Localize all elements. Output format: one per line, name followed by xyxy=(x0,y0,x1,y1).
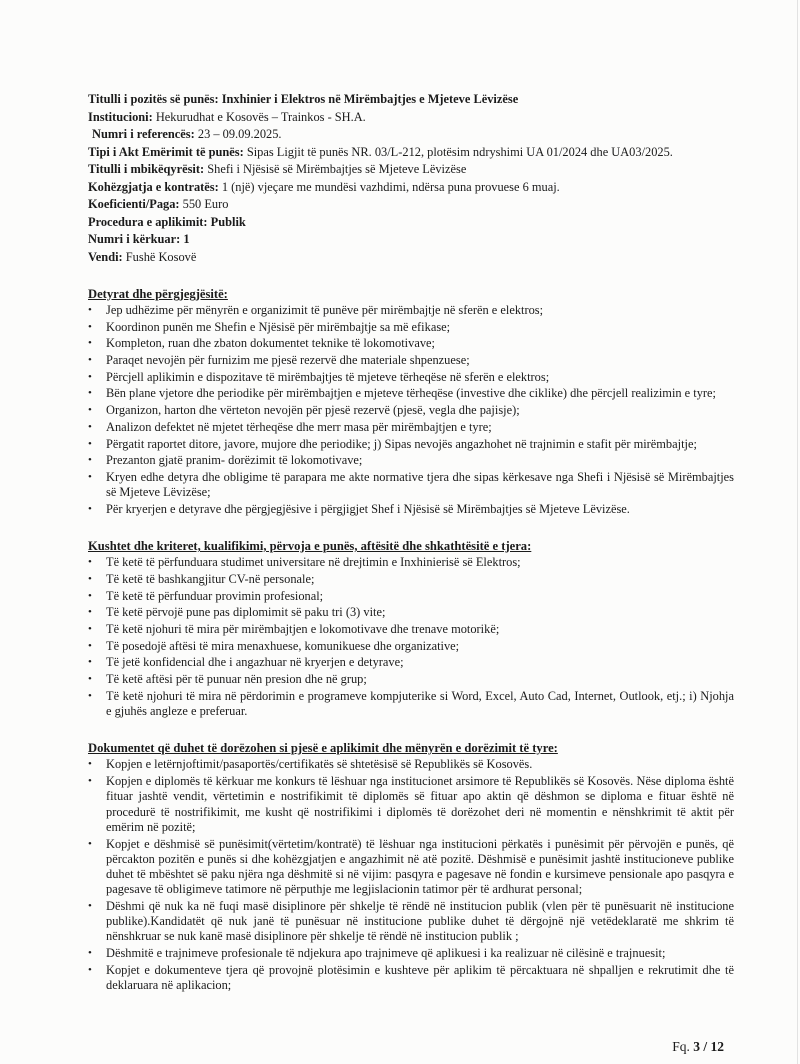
info-line xyxy=(88,250,734,265)
list-item: • Të jetë konfidencial dhe i angazhuar në kryerjen e detyrave; xyxy=(88,655,734,670)
info-label: Vendi: xyxy=(88,249,123,264)
list-item: • Kopjet e dëshmisë së punësimit(vërtetim/kontratë) të lëshuar nga institucioni përkatës i punësimit për përvojën e punës, që përcakton pozitën e punës si dhe kohëzgjatjen e angazhimit në atë pozitë. Dëshmisë e punësimit jashtë institucioneve publike duhet të mbështet së paku njëra nga dëshmitë si në vijim: pasqyra e pagesave në fondin e kursimeve pensionale apo pasqyra e pagesave të obligimeve tatimore në përputhje me legjislacionin tatimor për të ardhurat personal; xyxy=(88,837,734,898)
info-label: Institucioni: xyxy=(88,109,153,124)
position-info xyxy=(88,92,734,265)
list-item: • Dëshmitë e trajnimeve profesionale të ndjekura apo trajnimeve që aplikuesi i ka realizuar në cilësinë e trajnuesit; xyxy=(88,946,734,961)
list-item: • Përcjell aplikimin e dispozitave të mirëmbajtjes të mjeteve tërheqëse në sferën e elektros; xyxy=(88,370,734,385)
info-value: Publik xyxy=(210,214,246,229)
info-value: Sipas Ligjit të punës NR. 03/L-212, plotësim ndryshimi UA 01/2024 dhe UA03/2025. xyxy=(246,144,673,159)
info-line xyxy=(88,145,734,160)
info-line xyxy=(88,197,734,212)
info-value: Hekurudhat e Kosovës – Trainkos - SH.A. xyxy=(155,109,366,124)
info-value: Inxhinier i Elektros në Mirëmbajtjes e Mjeteve Lëvizëse xyxy=(221,92,519,106)
list-item: • Prezanton gjatë pranim- dorëzimit të lokomotivave; xyxy=(88,453,734,468)
info-label: Numri i referencës: xyxy=(92,127,195,141)
list-item: • Të ketë njohuri të mira për mirëmbajtjen e lokomotivave dhe trenave motorikë; xyxy=(88,622,734,637)
info-value: 550 Euro xyxy=(182,197,229,211)
list-item: • Jep udhëzime për mënyrën e organizimit të punëve për mirëmbajtje në sferën e elektros; xyxy=(88,303,734,318)
page-number xyxy=(672,1039,724,1055)
list-item: • Kompleton, ruan dhe zbaton dokumentet teknike të lokomotivave; xyxy=(88,336,734,351)
list-item: • Kopjet e dokumenteve tjera që provojnë plotësimin e kushteve për aplikim të përcaktuara në shpalljen e rekrutimit dhe të deklaruara në aplikacion; xyxy=(88,963,734,993)
list-item: • Dëshmi që nuk ka në fuqi masë disiplinore për shkelje të rëndë në institucion publik (vlen për të punësuarit në institucione publike).Kandidatët që nuk janë të punësuar në institucione publike duhet të dërgojnë një vetëdeklaratë me shkrim të nënshkruar se nuk kanë masë disiplinore për shkelje të rëndë në institucion publik ; xyxy=(88,899,734,945)
section-title: Dokumentet që duhet të dorëzohen si pjesë e aplikimit dhe mënyrën e dorëzimit të tyre: xyxy=(88,741,558,756)
page-prefix: Fq. xyxy=(672,1039,690,1054)
document-content xyxy=(88,92,734,995)
section-title: Detyrat dhe përgjegjësitë: xyxy=(88,286,228,301)
info-label: Titulli i pozitës së punës: xyxy=(88,92,219,106)
info-value: 23 – 09.09.2025. xyxy=(197,127,282,141)
info-value: Shefi i Njësisë së Mirëmbajtjes së Mjeteve Lëvizëse xyxy=(207,162,467,176)
list-item: • Të posedojë aftësi të mira menaxhuese, komunikuese dhe organizative; xyxy=(88,639,734,654)
list-item: • Të ketë të bashkangjitur CV-në personale; xyxy=(88,572,734,587)
list-item: • Bën plane vjetore dhe periodike për mirëmbajtjen e mjeteve tërheqëse (investive dhe ciklike) dhe përcjell realizimin e tyre; xyxy=(88,386,734,401)
info-line xyxy=(88,127,734,142)
list-item: • Analizon defektet në mjetet tërheqëse dhe merr masa për mirëmbajtjen e tyre; xyxy=(88,420,734,435)
info-line xyxy=(88,92,734,107)
list-item: • Të ketë të përfunduar provimin profesional; xyxy=(88,589,734,604)
list-item: • Organizon, harton dhe vërteton nevojën për pjesë rezervë (pjesë, vegla dhe pajisje); xyxy=(88,403,734,418)
info-label: Kohëzgjatja e kontratës: xyxy=(88,179,219,194)
info-value: 1 (një) vjeçare me mundësi vazhdimi, ndërsa puna provuese 6 muaj. xyxy=(221,179,560,194)
info-value: 1 xyxy=(183,232,190,246)
list-item: • Koordinon punën me Shefin e Njësisë për mirëmbajtje sa më efikase; xyxy=(88,320,734,335)
list-item: • Të ketë njohuri të mira në përdorimin e programeve kompjuterike si Word, Excel, Auto Cad, Internet, Outlook, etj.; i) Njohja e gjuhës angleze e preferuar. xyxy=(88,689,734,719)
scan-edge xyxy=(797,0,798,1064)
list-item: • Kryen edhe detyra dhe obligime të parapara me akte normative tjera dhe sipas kërkesave nga Shefi i Njësisë së Mirëmbajtjes së Mjeteve Lëvizëse; xyxy=(88,470,734,500)
list-item: • Të ketë të përfunduara studimet universitare në drejtimin e Inxhinierisë së Elektros; xyxy=(88,555,734,570)
bullet-list xyxy=(88,757,734,993)
section-title: Kushtet dhe kriteret, kualifikimi, përvoja e punës, aftësitë dhe shkathtësitë e tjera: xyxy=(88,539,532,554)
info-line xyxy=(88,215,734,230)
info-label: Numri i kërkuar: xyxy=(88,232,181,246)
list-item: • Për kryerjen e detyrave dhe përgjegjësive i përgjigjet Shef i Njësisë së Mirëmbajtjes së Mjeteve Lëvizëse. xyxy=(88,502,734,517)
info-line xyxy=(88,162,734,177)
info-line xyxy=(88,232,734,247)
info-value: Fushë Kosovë xyxy=(125,249,197,264)
bullet-list xyxy=(88,555,734,719)
bullet-list xyxy=(88,303,734,517)
info-label: Titulli i mbikëqyrësit: xyxy=(88,162,205,176)
list-item: • Të ketë aftësi për të punuar nën presion dhe në grup; xyxy=(88,672,734,687)
info-line xyxy=(88,110,734,125)
info-line xyxy=(88,180,734,195)
info-label: Koeficienti/Paga: xyxy=(88,197,180,211)
info-label: Tipi i Akt Emërimit të punës: xyxy=(88,144,244,159)
list-item: • Kopjen e diplomës të kërkuar me konkurs të lëshuar nga institucionet arsimore të Republikës së Kosovës. Nëse diploma është fituar jashtë vendit, vërtetimin e nostrifikimit të diplomës së fituar apo aktin që dëshmon se diploma e fituar është në procedurë të nostrifikimit, me kusht që nostrifikimi i diplomës të dorëzohet deri në momentin e nënshkrimit të aktit për emërim në pozitë; xyxy=(88,774,734,835)
info-label: Procedura e aplikimit: xyxy=(88,214,208,229)
list-item: • Të ketë përvojë pune pas diplomimit së paku tri (3) vite; xyxy=(88,605,734,620)
sections xyxy=(88,287,734,993)
list-item: • Paraqet nevojën për furnizim me pjesë rezervë dhe materiale shpenzuese; xyxy=(88,353,734,368)
page-count: 3 / 12 xyxy=(693,1039,724,1054)
list-item: • Kopjen e letërnjoftimit/pasaportës/certifikatës së shtetësisë së Republikës së Kosovës. xyxy=(88,757,734,772)
list-item: • Përgatit raportet ditore, javore, mujore dhe periodike; j) Sipas nevojës angazhohet në trajnimin e stafit për mirëmbajtje; xyxy=(88,437,734,452)
